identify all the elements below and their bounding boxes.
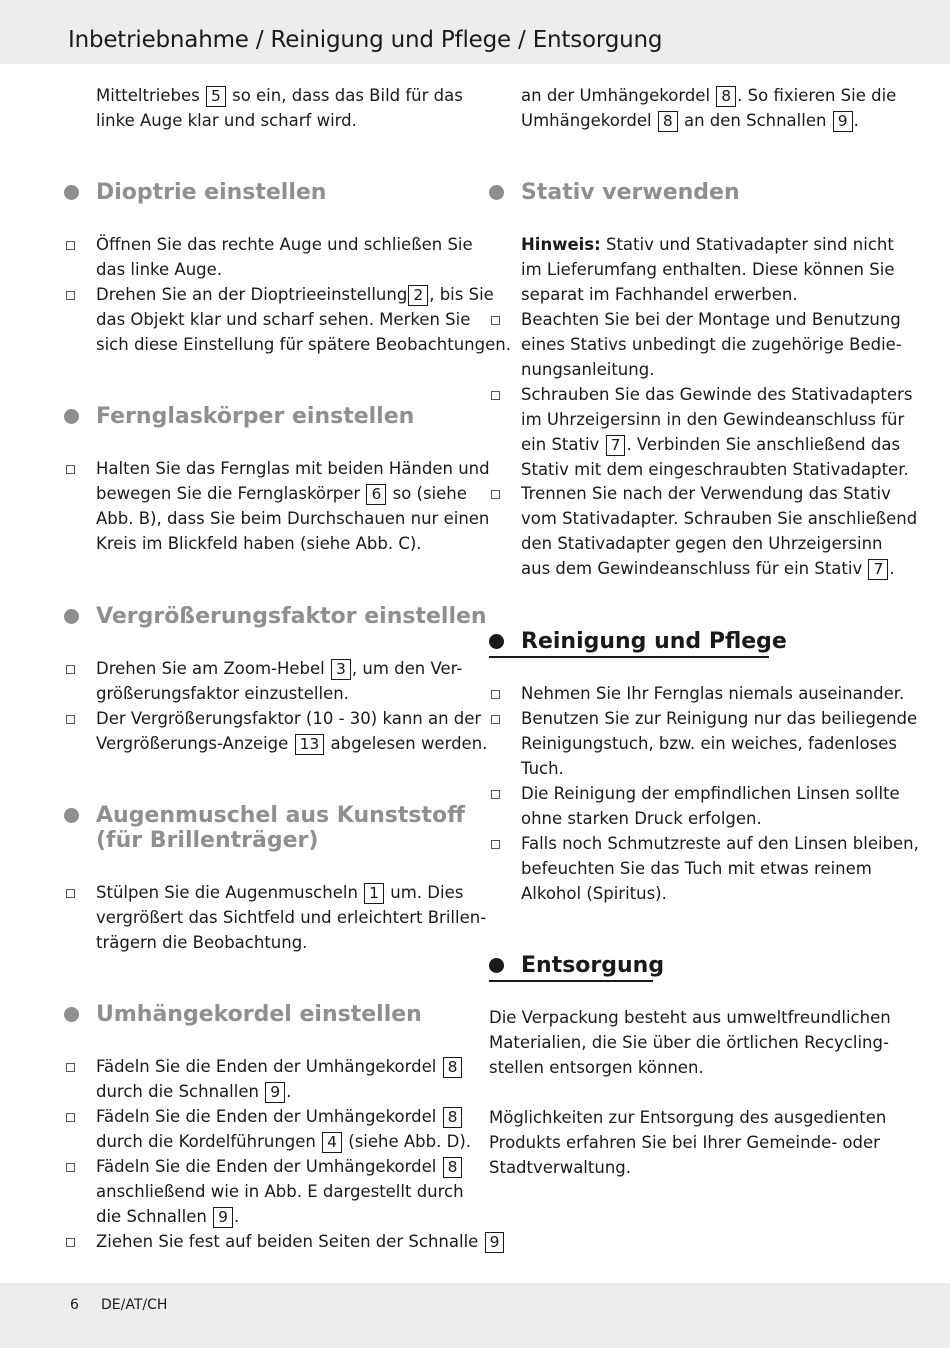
part-number: 9: [833, 111, 853, 132]
section-underline: [489, 980, 653, 982]
list-item: Beachten Sie bei der Montage und Benutzung: [521, 310, 901, 329]
list-bullet-icon: [66, 291, 75, 300]
list-item-cont: das Objekt klar und scharf sehen. Merken Sie: [96, 310, 471, 329]
list-bullet-icon: [66, 1063, 75, 1072]
list-item: Falls noch Schmutzreste auf den Linsen bleiben,: [521, 834, 919, 853]
text: an der Umhängekordel: [521, 86, 711, 105]
section-bullet-icon: [64, 808, 79, 823]
list-item-cont: Abb. B), dass Sie beim Durchschauen nur einen: [96, 509, 490, 528]
note-line: im Lieferumfang enthalten. Diese können Sie: [521, 260, 895, 279]
section-bullet-icon: [64, 1007, 79, 1022]
list-item: Die Reinigung der empfindlichen Linsen sollte: [521, 784, 900, 803]
text: Ziehen Sie fest auf beiden Seiten der Schnalle: [96, 1232, 479, 1251]
text: Mitteltriebes: [96, 86, 200, 105]
list-item-cont: Stativ mit dem eingeschraubten Stativadapter.: [521, 460, 909, 479]
text: durch die Kordelführungen: [96, 1132, 316, 1151]
language-codes: DE/AT/CH: [101, 1297, 168, 1313]
list-bullet-icon: [491, 690, 500, 699]
part-number: 9: [213, 1207, 233, 1228]
list-item-cont: Alkohol (Spiritus).: [521, 884, 667, 903]
section-bullet-icon: [489, 634, 504, 649]
list-item-cont: [96, 1129, 471, 1154]
list-item-cont: [521, 432, 900, 457]
page-footer: [0, 1283, 950, 1348]
page-number: 6: [70, 1297, 79, 1313]
text: um. Dies: [390, 883, 464, 902]
list-item: [96, 656, 462, 681]
section-title-augen-2: (für Brillenträger): [96, 828, 319, 853]
cont-line-1: [521, 83, 896, 108]
section-title-entsorgung: Entsorgung: [521, 953, 665, 978]
text: (siehe Abb. D).: [348, 1132, 472, 1151]
text: , bis Sie: [429, 285, 494, 304]
part-number: 8: [658, 111, 678, 132]
list-item-cont: Tuch.: [521, 759, 564, 778]
list-item-cont: anschließend wie in Abb. E dargestellt durch: [96, 1182, 464, 1201]
list-bullet-icon: [66, 241, 75, 250]
list-item: Benutzen Sie zur Reinigung nur das beiliegende: [521, 709, 918, 728]
list-item-cont: [96, 1204, 239, 1229]
section-bullet-icon: [64, 185, 79, 200]
part-number: 4: [322, 1132, 342, 1153]
list-item: Nehmen Sie Ihr Fernglas niemals auseinander.: [521, 684, 905, 703]
note-line: separat im Fachhandel erwerben.: [521, 285, 798, 304]
list-bullet-icon: [66, 889, 75, 898]
text: abgelesen werden.: [330, 734, 488, 753]
part-number: 9: [485, 1232, 505, 1253]
text: bewegen Sie die Fernglaskörper: [96, 484, 361, 503]
text: Drehen Sie am Zoom-Hebel: [96, 659, 325, 678]
text: .: [286, 1082, 292, 1101]
text: Fädeln Sie die Enden der Umhängekordel: [96, 1107, 437, 1126]
part-number: 3: [331, 659, 351, 680]
text: Fädeln Sie die Enden der Umhängekordel: [96, 1157, 437, 1176]
list-bullet-icon: [491, 490, 500, 499]
note-label: Hinweis:: [521, 235, 601, 254]
paragraph-line: Materialien, die Sie über die örtlichen Recycling-: [489, 1033, 889, 1052]
list-item-cont: im Uhrzeigersinn in den Gewindeanschluss für: [521, 410, 905, 429]
list-item: [96, 1104, 463, 1129]
paragraph-line: stellen entsorgen können.: [489, 1058, 704, 1077]
part-number: 7: [868, 559, 888, 580]
section-title-dioptrie: Dioptrie einstellen: [96, 180, 327, 205]
list-item: Halten Sie das Fernglas mit beiden Händen und: [96, 459, 490, 478]
part-number: 1: [364, 883, 384, 904]
text: .: [233, 1207, 240, 1226]
text: . So fixieren Sie die: [737, 86, 897, 105]
list-bullet-icon: [66, 465, 75, 474]
text: , um den Ver-: [351, 659, 463, 678]
text: .: [889, 559, 895, 578]
part-number: 7: [606, 435, 626, 456]
paragraph-line: Produkts erfahren Sie bei Ihrer Gemeinde- oder: [489, 1133, 880, 1152]
part-number: 2: [408, 285, 428, 306]
section-title-pflege: Reinigung und Pflege: [521, 629, 787, 654]
list-item-cont: trägern die Beobachtung.: [96, 933, 308, 952]
text: Stativ und Stativadapter sind nicht: [605, 235, 894, 254]
section-title-zoom: Vergrößerungsfaktor einstellen: [96, 604, 487, 629]
list-item: [96, 282, 494, 307]
section-title-koerper: Fernglaskörper einstellen: [96, 404, 415, 429]
page-header: [0, 0, 950, 64]
part-number: 8: [716, 86, 736, 107]
text: . Verbinden Sie anschließend das: [626, 435, 901, 454]
list-item-cont: [96, 731, 487, 756]
list-item-cont: den Stativadapter gegen den Uhrzeigersinn: [521, 534, 883, 553]
list-item-cont: [521, 556, 895, 581]
intro-line-1: [96, 83, 463, 108]
section-bullet-icon: [64, 609, 79, 624]
list-bullet-icon: [491, 316, 500, 325]
list-bullet-icon: [491, 715, 500, 724]
part-number: 13: [295, 734, 325, 755]
list-item-cont: vergrößert das Sichtfeld und erleichtert Brillen-: [96, 908, 487, 927]
section-bullet-icon: [489, 185, 504, 200]
list-item: Trennen Sie nach der Verwendung das Stativ: [521, 484, 891, 503]
paragraph-line: Möglichkeiten zur Entsorgung des ausgedienten: [489, 1108, 887, 1127]
list-item-cont: das linke Auge.: [96, 260, 223, 279]
list-item: [96, 880, 463, 905]
text: .: [853, 111, 859, 130]
section-title-kordel: Umhängekordel einstellen: [96, 1002, 422, 1027]
part-number: 8: [443, 1107, 463, 1128]
list-item-cont: ohne starken Druck erfolgen.: [521, 809, 762, 828]
list-bullet-icon: [66, 715, 75, 724]
list-item: [96, 1054, 463, 1079]
text: Stülpen Sie die Augenmuscheln: [96, 883, 358, 902]
paragraph-line: Die Verpackung besteht aus umweltfreundlichen: [489, 1008, 891, 1027]
list-item-cont: größerungsfaktor einzustellen.: [96, 684, 349, 703]
intro-line-2: linke Auge klar und scharf wird.: [96, 111, 357, 130]
section-underline: [489, 656, 769, 658]
part-number: 6: [366, 484, 386, 505]
text: durch die Schnallen: [96, 1082, 259, 1101]
page-title: Inbetriebnahme / Reinigung und Pflege / Entsorgung: [68, 27, 663, 53]
part-number: 9: [265, 1082, 285, 1103]
list-bullet-icon: [66, 1113, 75, 1122]
paragraph-line: Stadtverwaltung.: [489, 1158, 631, 1177]
list-item-cont: sich diese Einstellung für spätere Beobachtungen.: [96, 335, 511, 354]
text: Vergrößerungs-Anzeige: [96, 734, 289, 753]
list-item-cont: [96, 1079, 291, 1104]
section-title-stativ: Stativ verwenden: [521, 180, 740, 205]
text: ein Stativ: [521, 435, 600, 454]
text: so (siehe: [392, 484, 467, 503]
part-number: 5: [206, 86, 226, 107]
note-line: [521, 232, 894, 257]
section-bullet-icon: [64, 409, 79, 424]
list-bullet-icon: [491, 840, 500, 849]
list-bullet-icon: [491, 391, 500, 400]
list-item: [96, 1229, 505, 1254]
text: aus dem Gewindeanschluss für ein Stativ: [521, 559, 863, 578]
list-item: Der Vergrößerungsfaktor (10 - 30) kann an der: [96, 709, 482, 728]
list-item-cont: [96, 481, 467, 506]
text: Fädeln Sie die Enden der Umhängekordel: [96, 1057, 437, 1076]
list-item: Öffnen Sie das rechte Auge und schließen Sie: [96, 235, 473, 254]
list-bullet-icon: [491, 790, 500, 799]
list-item-cont: Reinigungstuch, bzw. ein weiches, fadenloses: [521, 734, 897, 753]
section-title-augen: Augenmuschel aus Kunststoff: [96, 803, 465, 828]
list-bullet-icon: [66, 1238, 75, 1247]
text: Umhängekordel: [521, 111, 652, 130]
part-number: 8: [443, 1057, 463, 1078]
list-item-cont: befeuchten Sie das Tuch mit etwas reinem: [521, 859, 872, 878]
list-item-cont: nungsanleitung.: [521, 360, 655, 379]
list-item: Schrauben Sie das Gewinde des Stativadapters: [521, 385, 913, 404]
part-number: 8: [443, 1157, 463, 1178]
list-item: [96, 1154, 463, 1179]
list-item-cont: Kreis im Blickfeld haben (siehe Abb. C).: [96, 534, 422, 553]
list-item-cont: vom Stativadapter. Schrauben Sie anschließend: [521, 509, 918, 528]
text: die Schnallen: [96, 1207, 207, 1226]
list-item-cont: eines Stativs unbedingt die zugehörige Bedie-: [521, 335, 902, 354]
cont-line-2: [521, 108, 859, 133]
list-bullet-icon: [66, 1163, 75, 1172]
section-bullet-icon: [489, 958, 504, 973]
text: so ein, dass das Bild für das: [232, 86, 463, 105]
text: an den Schnallen: [683, 111, 827, 130]
list-bullet-icon: [66, 665, 75, 674]
text: Drehen Sie an der Dioptrieeinstellung: [96, 285, 408, 304]
